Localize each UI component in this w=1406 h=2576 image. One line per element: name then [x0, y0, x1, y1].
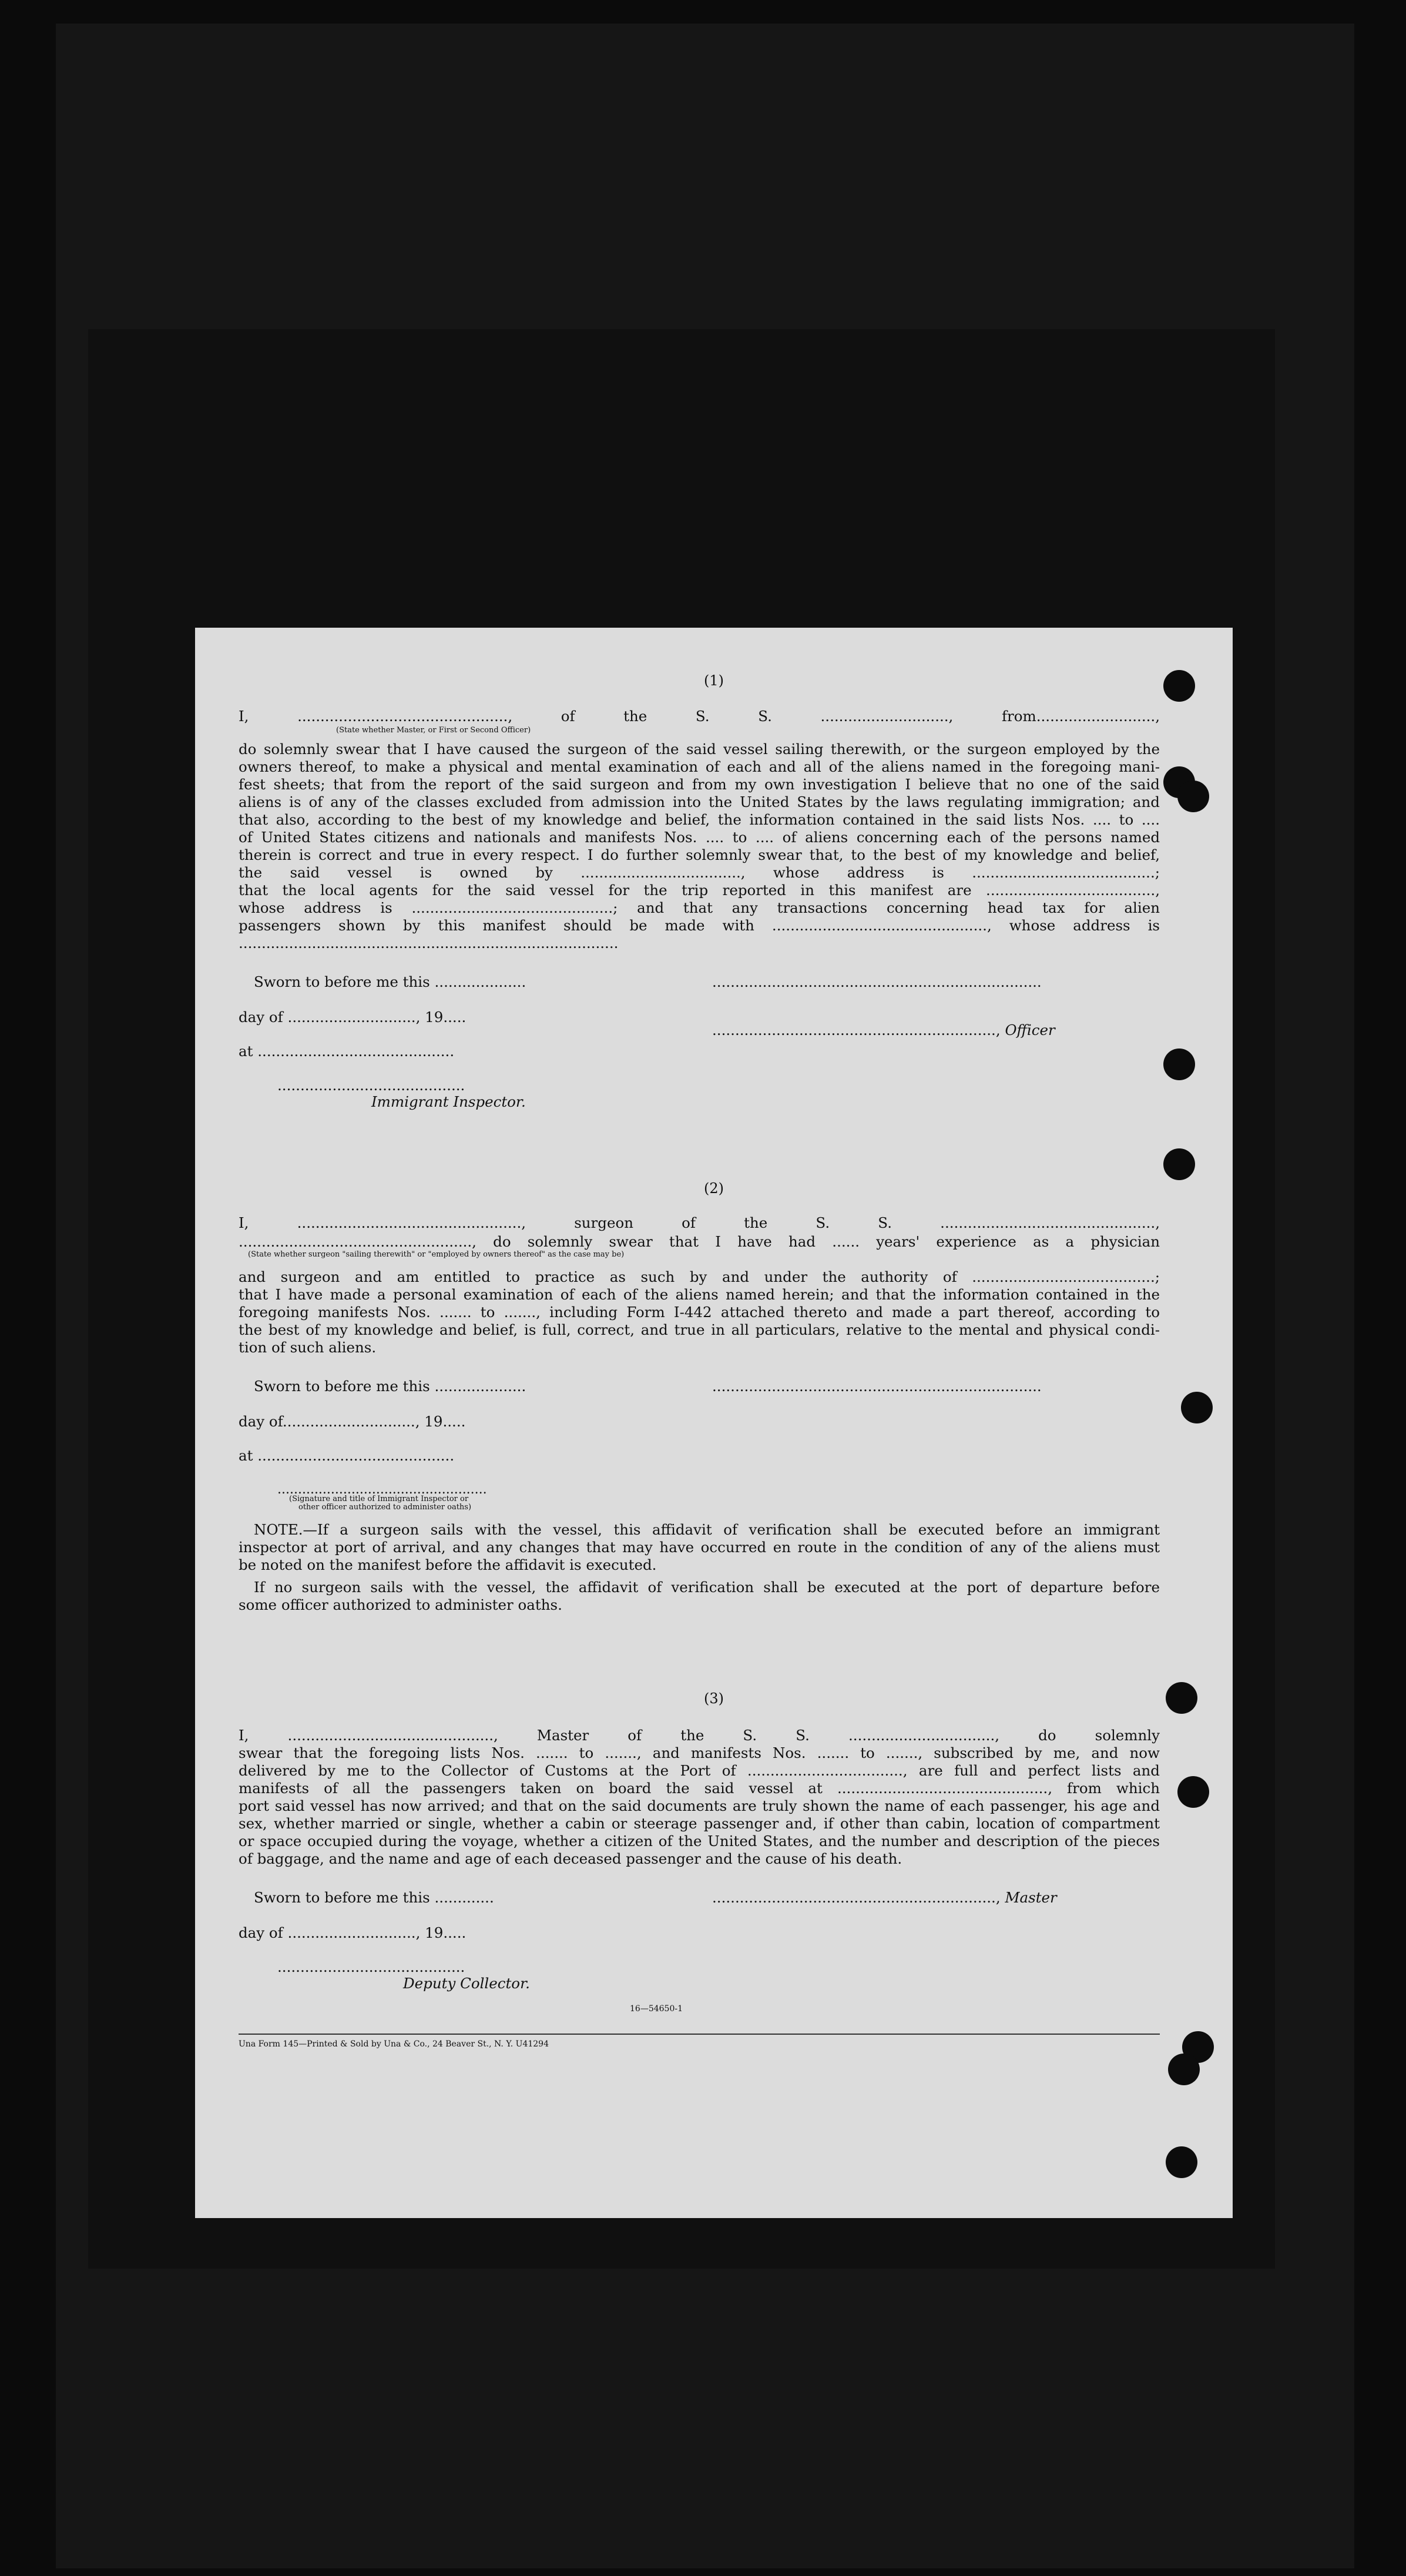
master-signature-line [712, 1889, 1057, 1907]
signature-line: ........................................................................ [712, 1378, 1042, 1395]
body-line: sex, whether married or single, whether a cabin or steerage passenger and, if other than cabin, location of compartment [239, 1815, 1160, 1832]
sworn-line: Sworn to before me this ............. [254, 1889, 494, 1906]
master-title: Master [1005, 1889, 1057, 1906]
binding-hole [1163, 1049, 1195, 1080]
section-2-first-line: I, ................................................., surgeon of the S. S. ..............................................., [239, 1214, 1160, 1231]
collector-signature-line: ......................................... [277, 1958, 465, 1975]
binding-hole [1177, 780, 1209, 812]
inspector-signature-line: ................................................... [277, 1482, 487, 1497]
body-line: port said vessel has now arrived; and that on the said documents are truly shown the name of each passenger, his age and [239, 1797, 1160, 1814]
day-of-line: day of............................., 19..... [239, 1413, 466, 1430]
master-dots: .............................................................., [712, 1889, 1001, 1906]
body-line: the best of my knowledge and belief, is full, correct, and true in all particulars, relative to the mental and physical condi- [239, 1321, 1160, 1338]
note-line: NOTE.—If a surgeon sails with the vessel, this affidavit of verification shall be executed before an immigrant [254, 1521, 1160, 1538]
body-line: owners thereof, to make a physical and mental examination of each and all of the aliens named in the foregoing mani- [239, 758, 1160, 775]
body-line: delivered by me to the Collector of Customs at the Port of .................................., are full and perfect lists and [239, 1762, 1160, 1779]
section-2-caption: (State whether surgeon "sailing therewith" or "employed by owners thereof" as the case may be) [248, 1250, 625, 1259]
section-1-number: (1) [704, 672, 724, 689]
body-line: manifests of all the passengers taken on board the said vessel at .............................................., from which [239, 1780, 1160, 1797]
section-2-second-line: ..................................................., do solemnly swear that I have had ...... years' experience as a physician [239, 1233, 1160, 1250]
section-1-caption: (State whether Master, or First or Second Officer) [336, 726, 531, 735]
body-line: that also, according to the best of my knowledge and belief, the information contained in the said lists Nos. .... to .... [239, 811, 1160, 828]
note-line: If no surgeon sails with the vessel, the affidavit of verification shall be executed at the port of departure before [254, 1579, 1160, 1596]
at-line: at ........................................... [239, 1043, 455, 1060]
body-line: of United States citizens and nationals and manifests Nos. .... to .... of aliens concerning each of the persons named [239, 829, 1160, 846]
body-line: passengers shown by this manifest should be made with ..............................................., whose address is [239, 917, 1160, 934]
day-of-line: day of ............................, 19..... [239, 1009, 467, 1026]
body-line: that the local agents for the said vessel for the trip reported in this manifest are ....................................., [239, 882, 1160, 899]
inspector-title: Immigrant Inspector. [371, 1093, 526, 1110]
body-line: aliens is of any of the classes excluded from admission into the United States by the laws regulating immigration; and [239, 793, 1160, 810]
body-line: of baggage, and the name and age of each deceased passenger and the cause of his death. [239, 1850, 902, 1867]
sworn-line: Sworn to before me this .................... [254, 973, 526, 990]
body-line: fest sheets; that from the report of the said surgeon and from my own investigation I believe that no one of the said [239, 776, 1160, 793]
sworn-line: Sworn to before me this .................... [254, 1378, 526, 1395]
manifest-affidavit-page [195, 628, 1233, 2218]
body-line: that I have made a personal examination of each of the aliens named herein; and that the information contained in the [239, 1286, 1160, 1303]
footer-rule [239, 2034, 1160, 2035]
signature-line: ........................................................................ [712, 973, 1042, 990]
body-line: swear that the foregoing lists Nos. ....... to ......., and manifests Nos. ....... to ......., subscribed by me, and now [239, 1744, 1160, 1761]
body-line: or space occupied during the voyage, whether a citizen of the United States, and the number and description of the pieces [239, 1833, 1160, 1850]
section-2-number: (2) [704, 1180, 724, 1197]
day-of-line: day of ............................, 19..... [239, 1924, 467, 1941]
inspector-signature-line: ......................................... [277, 1077, 465, 1094]
body-line: tion of such aliens. [239, 1339, 377, 1356]
section-3-number: (3) [704, 1690, 724, 1707]
binding-hole [1181, 1392, 1213, 1423]
form-code: 16—54650-1 [630, 2004, 683, 2014]
officer-signature-line [712, 1021, 1055, 1039]
note-line: some officer authorized to administer oaths. [239, 1596, 562, 1613]
signature-caption: (Signature and title of Immigrant Inspector or [289, 1495, 469, 1503]
binding-hole [1163, 1148, 1195, 1180]
printer-imprint: Una Form 145—Printed & Sold by Una & Co., 24 Beaver St., N. Y. U41294 [239, 2039, 549, 2049]
signature-caption: other officer authorized to administer oaths) [298, 1503, 472, 1512]
collector-title: Deputy Collector. [403, 1975, 530, 1992]
note-line: be noted on the manifest before the affidavit is executed. [239, 1556, 657, 1573]
binding-hole [1168, 2054, 1200, 2085]
section-1-first-line: I, .............................................., of the S. S. ............................, from.........................., [239, 708, 1160, 725]
body-line: therein is correct and true in every respect. I do further solemnly swear that, to the best of my knowledge and belief, [239, 846, 1160, 863]
binding-hole [1166, 2146, 1197, 2178]
body-line: foregoing manifests Nos. ....... to ......., including Form I-442 attached thereto and made a part thereof, according to [239, 1304, 1160, 1321]
body-line: and surgeon and am entitled to practice as such by and under the authority of ........................................; [239, 1268, 1160, 1285]
body-line: ................................................................................... [239, 934, 619, 952]
note-line: inspector at port of arrival, and any changes that may have occurred en route in the condition of any of the aliens must [239, 1539, 1160, 1556]
at-line: at ........................................... [239, 1447, 455, 1464]
officer-dots: .............................................................., [712, 1021, 1001, 1039]
body-line: do solemnly swear that I have caused the surgeon of the said vessel sailing therewith, or the surgeon employed by the [239, 741, 1160, 758]
body-line: whose address is ............................................; and that any transactions concerning head tax for alien [239, 899, 1160, 916]
binding-hole [1177, 1776, 1209, 1808]
body-line: I, ............................................., Master of the S. S. ................................, do solemnly [239, 1727, 1160, 1744]
body-line: the said vessel is owned by ..................................., whose address is ........................................; [239, 864, 1160, 881]
officer-title: Officer [1005, 1021, 1055, 1039]
